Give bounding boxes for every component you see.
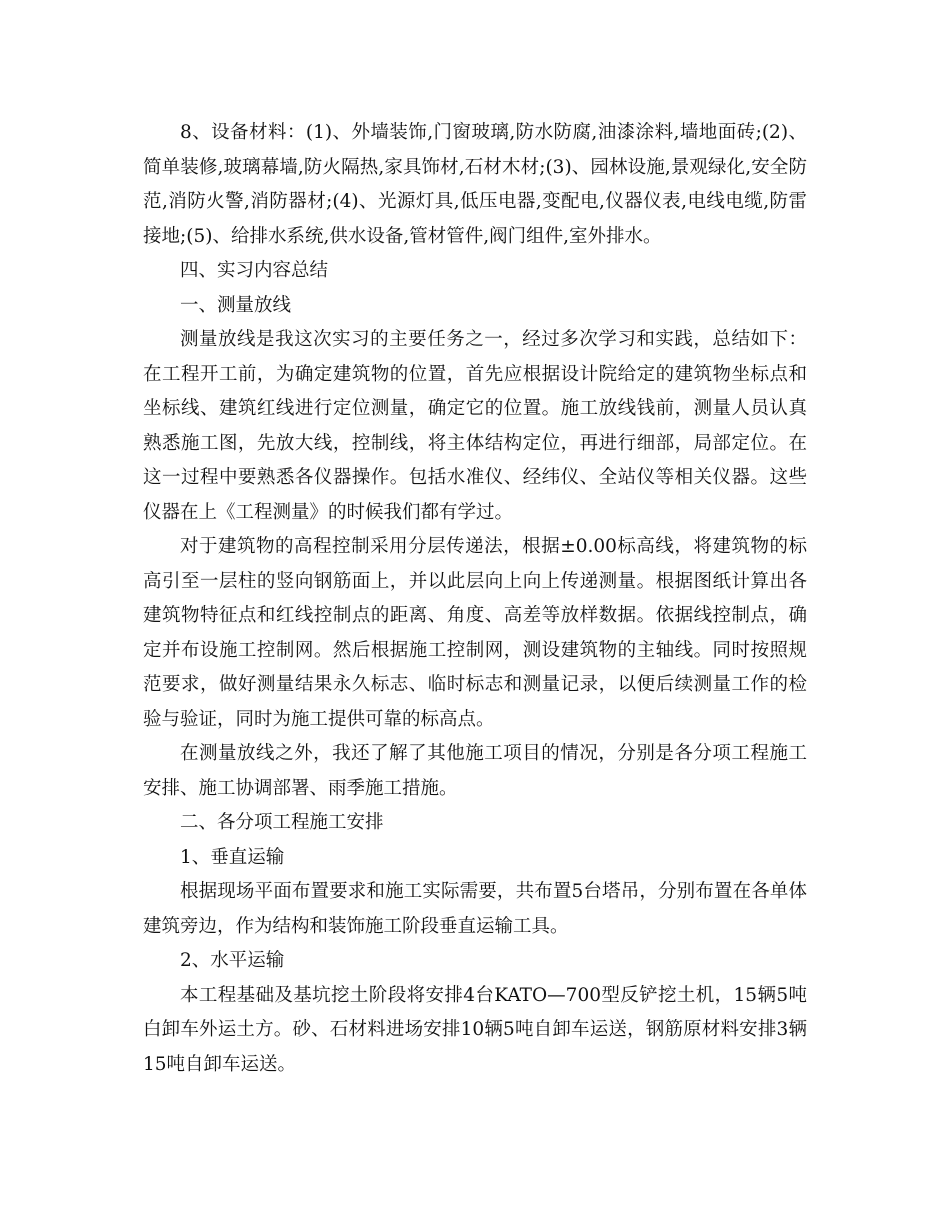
subsection-heading-construction-arrangement: 二、各分项工程施工安排 [180, 812, 384, 833]
subsection-heading-surveying: 一、测量放线 [180, 294, 292, 316]
item-heading-vertical-transport: 1、垂直运输 [180, 846, 285, 868]
section-heading-internship-summary: 四、实习内容总结 [180, 260, 329, 281]
vertical-transport-paragraph: 根据现场平面布置要求和施工实际需要，共布置5台塔吊，分别布置在各单体建筑旁边，作为结构和装饰施工阶段垂直运输工具。 [143, 881, 807, 937]
item-heading-horizontal-transport: 2、水平运输 [180, 950, 285, 971]
horizontal-transport-paragraph: 本工程基础及基坑挖土阶段将安排4台KATO—700型反铲挖土机，15辆5吨白卸车外运土方。砂、石材料进场安排10辆5吨自卸车运送，钢筋原材料安排3辆15吨自卸车运送。 [143, 984, 807, 1075]
document-page [143, 116, 807, 1082]
surveying-paragraph-3: 在测量放线之外，我还了解了其他施工项目的情况，分别是各分项工程施工安排、施工协调部署、雨季施工措施。 [143, 743, 807, 799]
surveying-paragraph-1: 测量放线是我这次实习的主要任务之一，经过多次学习和实践，总结如下：在工程开工前，为确定建筑物的位置，首先应根据设计院给定的建筑物坐标点和坐标线、建筑红线进行定位测量，确定它的位置。施工放线钱前，测量人员认真熟悉施工图，先放大线，控制线，将主体结构定位，再进行细部，局部定位。在这一过程中要熟悉各仪器操作。包括水准仪、经纬仪、全站仪等相关仪器。这些仪器在上《工程测量》的时候我们都有学过。 [143, 329, 807, 523]
surveying-paragraph-2: 对于建筑物的高程控制采用分层传递法，根据±0.00标高线，将建筑物的标高引至一层柱的竖向钢筋面上，并以此层向上向上传递测量。根据图纸计算出各建筑物特征点和红线控制点的距离、角度、高差等放样数据。依据线控制点，确定并布设施工控制网。然后根据施工控制网，测设建筑物的主轴线。同时按照规范要求，做好测量结果永久标志、临时标志和测量记录，以便后续测量工作的检验与验证，同时为施工提供可靠的标高点。 [143, 536, 807, 730]
equipment-materials-paragraph: 8、设备材料：(1)、外墙装饰,门窗玻璃,防水防腐,油漆涂料,墙地面砖;(2)、简单装修,玻璃幕墙,防火隔热,家具饰材,石材木材;(3)、园林设施,景观绿化,安全防范,消防火警,消防器材;(4)、光源灯具,低压电器,变配电,仪器仪表,电线电缆,防雷接地;(5)、给排水系统,供水设备,管材管件,阀门组件,室外排水。 [143, 122, 807, 247]
